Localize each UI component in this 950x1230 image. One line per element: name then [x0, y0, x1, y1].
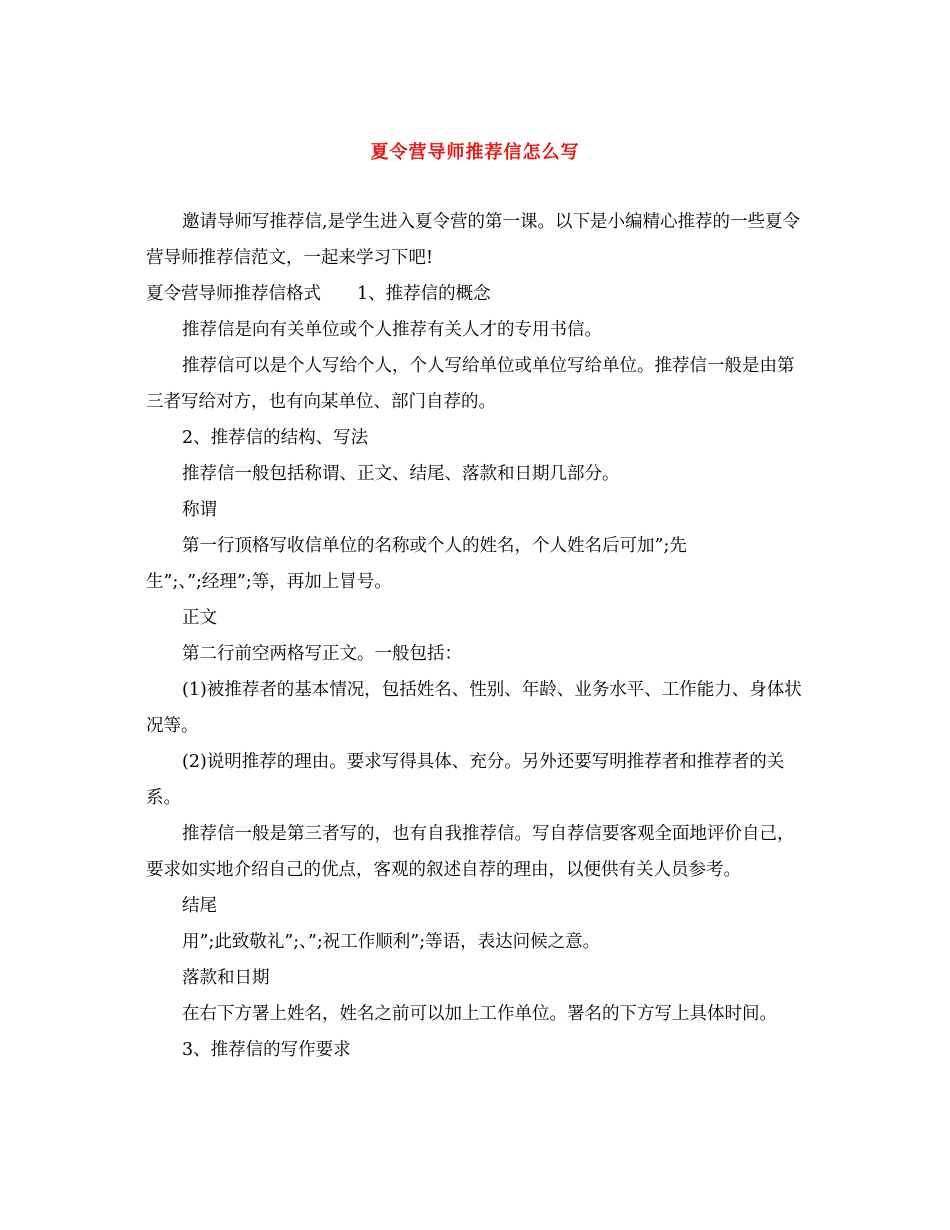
body-heading: 正文 — [182, 608, 217, 628]
salutation-paragraph-line1: 第一行顶格写收信单位的名称或个人的姓名，个人姓名后可加”;先 — [182, 536, 687, 556]
format-heading-line — [146, 276, 806, 312]
body-item-1: (1)被推荐者的基本情况，包括姓名、性别、年龄、业务水平、工作能力、身体状况等。 — [146, 680, 802, 736]
salutation-paragraph-line2: 生”;、”;经理”;等，再加上冒号。 — [146, 572, 392, 592]
body-item-2: (2)说明推荐的理由。要求写得具体、充分。另外还要写明推荐者和推荐者的关系。 — [146, 752, 785, 808]
concept-heading: 1、推荐信的概念 — [357, 284, 491, 304]
self-recommendation-paragraph: 推荐信一般是第三者写的，也有自我推荐信。写自荐信要客观全面地评价自己，要求如实地介绍自己的优点，客观的叙述自荐的理由，以便供有关人员参考。 — [146, 824, 795, 880]
salutation-heading: 称谓 — [182, 500, 217, 520]
closing-heading: 结尾 — [182, 896, 217, 916]
intro-paragraph: 邀请导师写推荐信,是学生进入夏令营的第一课。以下是小编精心推荐的一些夏令营导师推荐信范文，一起来学习下吧! — [146, 212, 801, 268]
document-title: 夏令营导师推荐信怎么写 — [370, 142, 580, 163]
signature-paragraph: 在右下方署上姓名，姓名之前可以加上工作单位。署名的下方写上具体时间。 — [182, 1004, 777, 1024]
closing-paragraph: 用”;此致敬礼”;、”;祝工作顺利”;等语，表达问候之意。 — [182, 932, 601, 952]
recipient-paragraph: 推荐信可以是个人写给个人，个人写给单位或单位写给单位。推荐信一般是由第三者写给对方，也有向某单位、部门自荐的。 — [146, 356, 795, 412]
signature-heading: 落款和日期 — [182, 968, 270, 988]
structure-paragraph: 推荐信一般包括称谓、正文、结尾、落款和日期几部分。 — [182, 464, 620, 484]
concept-paragraph: 推荐信是向有关单位或个人推荐有关人才的专用书信。 — [182, 320, 602, 340]
body-intro-paragraph: 第二行前空两格写正文。一般包括： — [182, 644, 462, 664]
structure-heading: 2、推荐信的结构、写法 — [182, 428, 369, 448]
format-heading: 夏令营导师推荐信格式 — [146, 284, 321, 304]
document-body — [146, 204, 806, 1068]
requirements-heading: 3、推荐信的写作要求 — [182, 1040, 351, 1060]
